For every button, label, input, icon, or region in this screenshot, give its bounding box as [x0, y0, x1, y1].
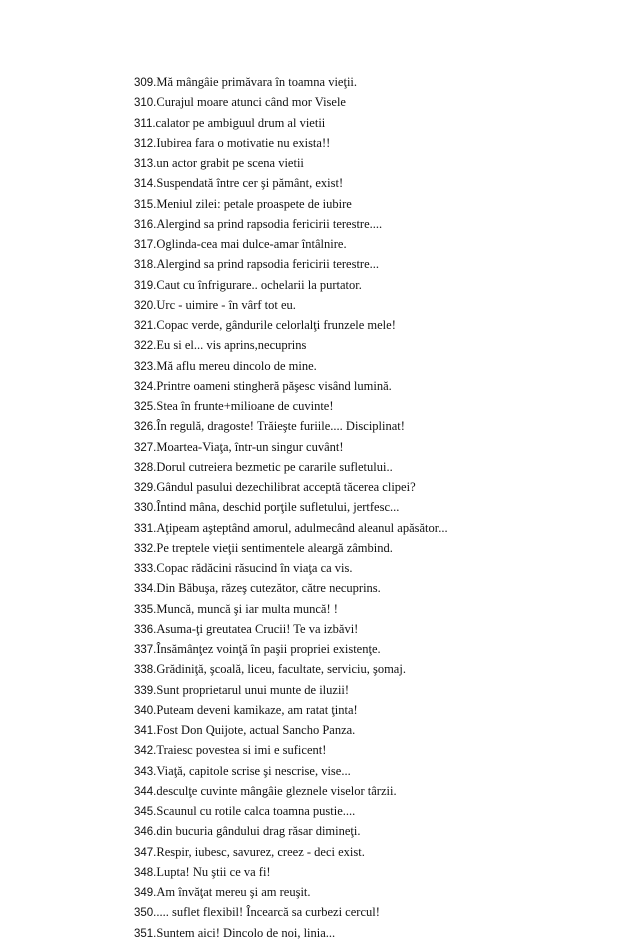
line-number: 346.: [134, 826, 157, 839]
line-text: Alergind sa prind rapsodia fericirii terestre...: [156, 257, 379, 272]
list-item: [134, 882, 448, 902]
line-text: Printre oameni stingheră păşesc visând lumină.: [156, 378, 392, 393]
line-number: 337.: [134, 644, 157, 656]
list-item: [134, 356, 448, 376]
line-text: Copac rădăcini răsucind în viaţa ca vis.: [156, 561, 353, 575]
line-text: Puteam deveni kamikaze, am ratat ţinta!: [156, 702, 358, 717]
line-number: 336.: [134, 623, 157, 636]
line-text: Viaţă, capitole scrise şi nescrise, vise...: [156, 763, 351, 778]
list-item: [134, 234, 448, 254]
line-text: Suntem aici! Dincolo de noi, linia...: [156, 925, 336, 940]
list-item: [134, 923, 448, 943]
line-text: Traiesc povestea si imi e suficent!: [156, 743, 327, 758]
list-item: [134, 558, 448, 578]
list-item: [134, 700, 448, 720]
list-item: [134, 254, 448, 274]
list-item: [134, 295, 448, 315]
list-item: [134, 153, 448, 173]
line-text: Scaunul cu rotile calca toamna pustie....: [156, 804, 356, 818]
line-number: 350.: [134, 907, 157, 920]
list-item: [134, 518, 448, 538]
line-text: Urc - uimire - în vârf tot eu.: [156, 297, 296, 312]
line-text: Gândul pasului dezechilibrat acceptă tăcerea clipei?: [156, 480, 416, 494]
line-number: 315.: [134, 198, 157, 211]
line-number: 347.: [134, 846, 157, 859]
list-item: [134, 396, 448, 416]
list-item: [134, 902, 448, 922]
list-item: [134, 862, 448, 882]
line-number: 309.: [134, 77, 157, 89]
line-number: 324.: [134, 380, 157, 393]
numbered-line-list: [134, 72, 448, 943]
line-number: 334.: [134, 583, 157, 596]
line-text: Moartea-Viaţa, într-un singur cuvânt!: [156, 439, 344, 454]
list-item: [134, 639, 448, 659]
list-item: [134, 173, 448, 193]
list-item: [134, 437, 448, 457]
line-number: 328.: [134, 461, 157, 474]
list-item: [134, 619, 448, 639]
line-number: 342.: [134, 745, 157, 758]
list-item: [134, 92, 448, 112]
line-text: Curajul moare atunci când mor Visele: [156, 95, 346, 110]
line-text: Fost Don Quijote, actual Sancho Panza.: [156, 723, 356, 737]
list-item: [134, 194, 448, 214]
line-text: Mă aflu mereu dincolo de mine.: [156, 358, 317, 373]
line-text: Suspendată între cer şi pământ, exist!: [156, 176, 344, 191]
list-item: [134, 113, 448, 133]
line-number: 319.: [134, 279, 157, 292]
line-text: Muncă, muncă şi iar multa muncă! !: [156, 601, 338, 616]
line-number: 344.: [134, 785, 157, 798]
line-text: Însămânţez voinţă în paşii propriei existenţe.: [156, 642, 381, 656]
line-text: Stea în frunte+milioane de cuvinte!: [156, 399, 334, 413]
line-text: Sunt proprietarul unui munte de iluzii!: [156, 682, 350, 697]
line-text: Respir, iubesc, savurez, creez - deci exist.: [156, 844, 365, 859]
list-item: [134, 376, 448, 396]
line-number: 331.: [134, 522, 157, 535]
line-text: Dorul cutreiera bezmetic pe cararile sufletului..: [156, 459, 393, 474]
list-item: [134, 275, 448, 295]
line-number: 338.: [134, 664, 157, 677]
line-number: 345.: [134, 806, 157, 818]
list-item: [134, 720, 448, 740]
line-number: 310.: [134, 97, 157, 110]
line-text: Eu si el... vis aprins,necuprins: [156, 338, 307, 353]
list-item: [134, 842, 448, 862]
line-number: 343.: [134, 765, 157, 778]
list-item: [134, 659, 448, 679]
line-text: Grădiniţă, şcoală, liceu, facultate, serviciu, şomaj.: [156, 662, 406, 677]
line-text: Întind mâna, deschid porţile sufletului, jertfesc...: [156, 500, 400, 515]
line-text: un actor grabit pe scena vietii: [156, 156, 304, 170]
line-number: 318.: [134, 259, 157, 272]
line-number: 311.: [134, 117, 156, 130]
line-number: 349.: [134, 887, 157, 899]
list-item: [134, 781, 448, 801]
list-item: [134, 477, 448, 497]
line-text: Copac verde, gândurile celorlalţi frunzele mele!: [156, 318, 396, 332]
line-number: 317.: [134, 239, 157, 251]
list-item: [134, 457, 448, 477]
line-text: În regulă, dragoste! Trăieşte furiile.... Disciplinat!: [156, 419, 405, 434]
list-item: [134, 578, 448, 598]
line-number: 321.: [134, 320, 157, 332]
line-number: 341.: [134, 725, 157, 737]
list-item: [134, 740, 448, 760]
list-item: [134, 72, 448, 92]
list-item: [134, 416, 448, 436]
line-number: 335.: [134, 603, 157, 616]
line-number: 348.: [134, 866, 157, 879]
line-number: 340.: [134, 704, 157, 717]
line-number: 339.: [134, 684, 157, 697]
line-number: 325.: [134, 401, 157, 413]
list-item: [134, 335, 448, 355]
line-text: Asuma-ţi greutatea Crucii! Te va izbăvi!: [156, 621, 359, 636]
list-item: [134, 214, 448, 234]
line-text: Lupta! Nu ştii ce va fi!: [156, 864, 271, 879]
list-item: [134, 497, 448, 517]
line-number: 329.: [134, 482, 157, 494]
list-item: [134, 680, 448, 700]
list-item: [134, 821, 448, 841]
line-text: Din Băbuşa, răzeş cutezător, către necuprins.: [156, 581, 381, 596]
line-number: 327.: [134, 441, 157, 454]
line-text: Meniul zilei: petale proaspete de iubire: [156, 196, 352, 211]
line-text: Am învăţat mereu şi am reuşit.: [156, 885, 311, 899]
line-number: 320.: [134, 299, 157, 312]
line-text: Alergind sa prind rapsodia fericirii terestre....: [156, 216, 383, 231]
line-number: 322.: [134, 340, 157, 353]
line-number: 323.: [134, 360, 157, 373]
list-item: [134, 801, 448, 821]
line-number: 314.: [134, 178, 157, 191]
line-number: 316.: [134, 218, 157, 231]
list-item: [134, 599, 448, 619]
line-text: desculţe cuvinte mângâie gleznele viselor târzii.: [156, 783, 397, 798]
line-number: 313.: [134, 158, 157, 170]
line-number: 326.: [134, 421, 157, 434]
line-text: Pe treptele vieţii sentimentele aleargă zâmbind.: [156, 540, 393, 555]
line-text: .... suflet flexibil! Încearcă sa curbezi cercul!: [156, 905, 380, 920]
line-number: 333.: [134, 563, 157, 575]
list-item: [134, 315, 448, 335]
line-text: Aţipeam aşteptând amorul, adulmecând aleanul apăsător...: [156, 520, 448, 535]
line-text: Oglinda-cea mai dulce-amar întâlnire.: [156, 237, 347, 251]
line-number: 312.: [134, 137, 157, 150]
line-text: Caut cu înfrigurare.. ochelarii la purtator.: [156, 277, 362, 292]
list-item: [134, 538, 448, 558]
line-number: 351.: [134, 927, 157, 940]
line-number: 330.: [134, 502, 157, 515]
line-text: Mă mângâie primăvara în toamna vieţii.: [156, 75, 358, 89]
line-number: 332.: [134, 542, 157, 555]
line-text: calator pe ambiguul drum al vietii: [155, 115, 326, 130]
list-item: [134, 761, 448, 781]
list-item: [134, 133, 448, 153]
line-text: din bucuria gândului drag răsar dimineţi.: [156, 824, 361, 839]
line-text: Iubirea fara o motivatie nu exista!!: [156, 135, 331, 150]
